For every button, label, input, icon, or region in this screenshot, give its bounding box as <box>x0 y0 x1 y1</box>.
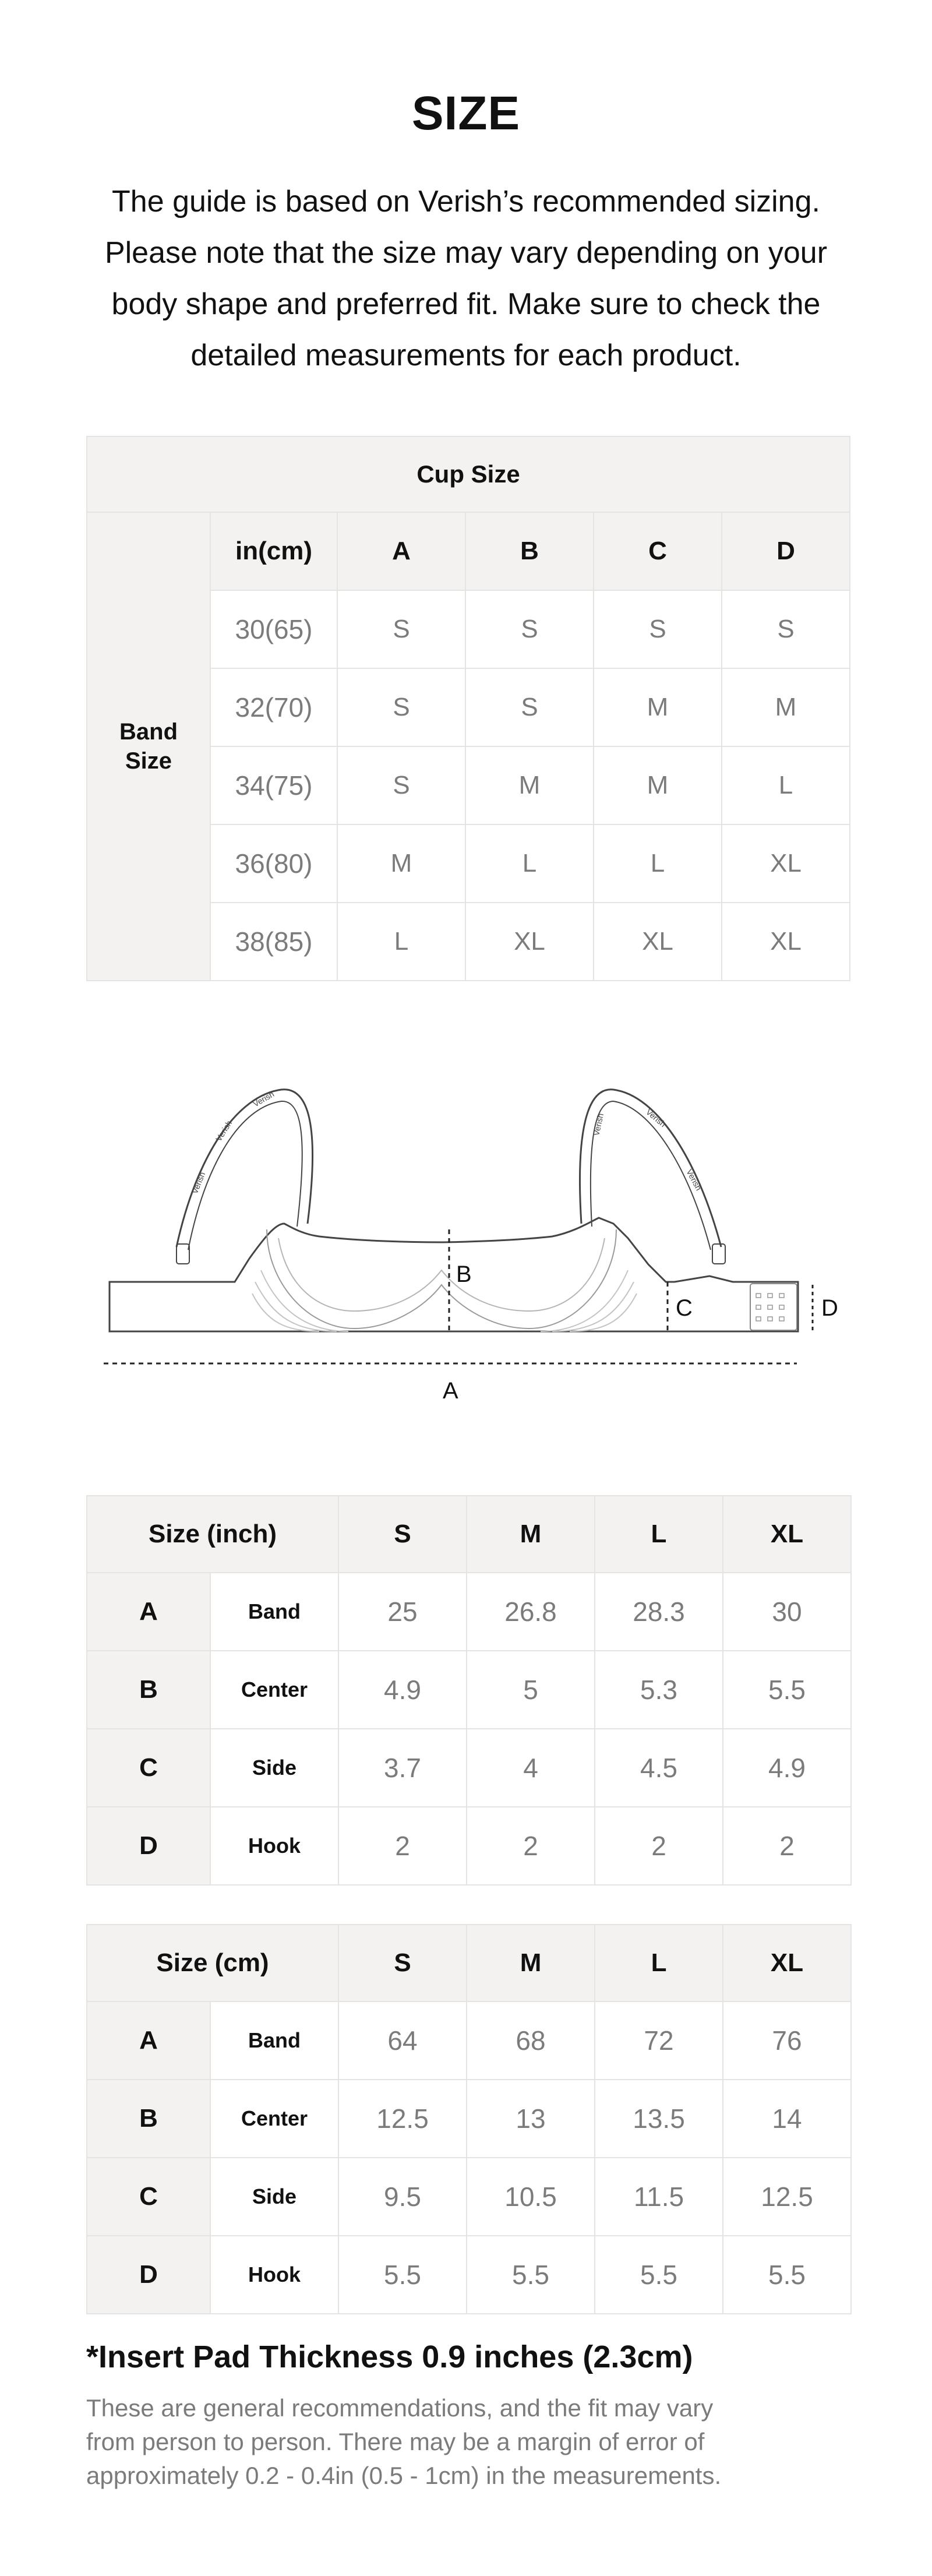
measure-value: 4.9 <box>338 1651 467 1729</box>
cup-header-c: C <box>594 512 722 590</box>
size-header-xl: XL <box>723 1925 851 2001</box>
strap-brand-text: Verish <box>251 1089 276 1109</box>
size-header-m: M <box>467 1496 595 1573</box>
size-cell: L <box>337 903 465 981</box>
cup-header-b: B <box>465 512 594 590</box>
label-a: A <box>443 1378 458 1404</box>
label-d: D <box>821 1295 838 1321</box>
size-header-xl: XL <box>723 1496 851 1573</box>
measure-value: 5 <box>467 1651 595 1729</box>
bra-cup-outline <box>267 1229 616 1328</box>
strap-brand-text: Verish <box>213 1119 234 1143</box>
measure-value: 30 <box>723 1573 851 1651</box>
intro-line: Please note that the size may vary depending on your <box>104 236 828 270</box>
size-cell: XL <box>594 903 722 981</box>
table-row <box>87 1729 851 1807</box>
bra-band-outline <box>110 1218 798 1331</box>
measure-value: 5.5 <box>723 2236 851 2314</box>
measure-value: 4 <box>467 1729 595 1807</box>
measure-value: 4.5 <box>595 1729 723 1807</box>
measure-value: 5.5 <box>723 1651 851 1729</box>
size-cell: S <box>337 590 465 668</box>
band-size-label: Band <box>119 719 178 745</box>
fit-disclaimer <box>86 2391 855 2493</box>
measure-letter: D <box>87 1807 210 1885</box>
measure-value: 64 <box>338 2001 467 2080</box>
size-cell: XL <box>465 903 594 981</box>
intro-line: detailed measurements for each product. <box>190 339 742 372</box>
bra-cup-inner <box>278 1238 605 1311</box>
bra-wire-lines <box>252 1270 637 1331</box>
strap-brand-text: Verish <box>644 1107 668 1129</box>
measure-value: 5.3 <box>595 1651 723 1729</box>
disclaimer-line: These are general recommendations, and the fit may vary <box>86 2394 714 2422</box>
table-row <box>87 2236 851 2314</box>
intro-line: The guide is based on Verish’s recommended sizing. <box>112 185 820 219</box>
measure-part: Band <box>210 1573 338 1651</box>
inch-header: Size (inch) <box>87 1496 338 1573</box>
disclaimer-line: from person to person. There may be a margin of error of <box>86 2428 705 2455</box>
size-cell: S <box>594 590 722 668</box>
intro-text <box>70 176 862 381</box>
size-header-s: S <box>338 1496 467 1573</box>
size-inch-table <box>86 1495 852 1886</box>
measure-value: 2 <box>467 1807 595 1885</box>
measure-value: 72 <box>595 2001 723 2080</box>
table-row <box>87 1807 851 1885</box>
band-size-label: Size <box>125 748 172 774</box>
cup-size-header: Cup Size <box>87 436 850 512</box>
measure-value: 28.3 <box>595 1573 723 1651</box>
unit-header: in(cm) <box>210 512 337 590</box>
cup-header-a: A <box>337 512 465 590</box>
cm-header: Size (cm) <box>87 1925 338 2001</box>
size-cm-table <box>86 1924 852 2314</box>
size-cell: S <box>465 668 594 746</box>
measure-part: Hook <box>210 1807 338 1885</box>
measure-value: 5.5 <box>595 2236 723 2314</box>
band-value: 32(70) <box>210 668 337 746</box>
cup-size-table <box>86 436 850 981</box>
size-cell: M <box>722 668 850 746</box>
measure-value: 76 <box>723 2001 851 2080</box>
label-c: C <box>676 1295 693 1321</box>
measure-value: 2 <box>595 1807 723 1885</box>
measure-value: 3.7 <box>338 1729 467 1807</box>
measure-letter: A <box>87 2001 210 2080</box>
measure-part: Hook <box>210 2236 338 2314</box>
strap-brand-text: Verish <box>591 1112 606 1137</box>
measure-value: 2 <box>338 1807 467 1885</box>
measure-value: 11.5 <box>595 2158 723 2236</box>
size-header-s: S <box>338 1925 467 2001</box>
size-cell: S <box>337 668 465 746</box>
left-strap-adjuster <box>176 1244 189 1264</box>
band-value: 38(85) <box>210 903 337 981</box>
size-cell: S <box>465 590 594 668</box>
label-b: B <box>456 1261 472 1287</box>
hook-closure <box>750 1284 797 1330</box>
band-size-header <box>87 512 210 981</box>
size-header-l: L <box>595 1925 723 2001</box>
measure-letter: B <box>87 1651 210 1729</box>
measure-value: 13.5 <box>595 2080 723 2158</box>
measure-value: 12.5 <box>723 2158 851 2236</box>
size-cell: M <box>337 824 465 903</box>
size-cell: L <box>594 824 722 903</box>
measure-value: 2 <box>723 1807 851 1885</box>
size-cell: XL <box>722 903 850 981</box>
hook-eyes <box>756 1294 784 1321</box>
bra-measurement-diagram <box>86 1037 849 1422</box>
measure-letter: D <box>87 2236 210 2314</box>
measure-letter: A <box>87 1573 210 1651</box>
disclaimer-line: approximately 0.2 - 0.4in (0.5 - 1cm) in the measurements. <box>86 2462 722 2489</box>
band-value: 30(65) <box>210 590 337 668</box>
strap-brand-text: Verish <box>684 1167 704 1192</box>
table-row <box>87 1573 851 1651</box>
size-cell: M <box>594 746 722 824</box>
measure-value: 4.9 <box>723 1729 851 1807</box>
size-cell: M <box>465 746 594 824</box>
table-row <box>87 2158 851 2236</box>
measure-letter: C <box>87 1729 210 1807</box>
measure-value: 68 <box>467 2001 595 2080</box>
table-row <box>87 2080 851 2158</box>
size-cell: M <box>594 668 722 746</box>
measure-part: Side <box>210 2158 338 2236</box>
size-cell: L <box>722 746 850 824</box>
measure-letter: C <box>87 2158 210 2236</box>
left-strap <box>176 1090 313 1247</box>
measure-value: 5.5 <box>338 2236 467 2314</box>
intro-line: body shape and preferred fit. Make sure to check the <box>111 287 821 321</box>
size-cell: S <box>337 746 465 824</box>
table-row <box>87 1651 851 1729</box>
measure-value: 12.5 <box>338 2080 467 2158</box>
right-strap-adjuster <box>712 1244 725 1264</box>
measure-value: 25 <box>338 1573 467 1651</box>
measure-value: 26.8 <box>467 1573 595 1651</box>
cup-header-d: D <box>722 512 850 590</box>
size-header-m: M <box>467 1925 595 2001</box>
measure-letter: B <box>87 2080 210 2158</box>
measure-part: Center <box>210 2080 338 2158</box>
strap-brand-text: Verish <box>189 1171 207 1196</box>
measure-value: 10.5 <box>467 2158 595 2236</box>
measure-value: 14 <box>723 2080 851 2158</box>
insert-pad-note-title: *Insert Pad Thickness 0.9 inches (2.3cm) <box>86 2339 693 2374</box>
measure-value: 5.5 <box>467 2236 595 2314</box>
size-cell: S <box>722 590 850 668</box>
size-cell: XL <box>722 824 850 903</box>
measure-value: 9.5 <box>338 2158 467 2236</box>
page-title: SIZE <box>411 87 521 140</box>
measure-part: Side <box>210 1729 338 1807</box>
table-row <box>87 2001 851 2080</box>
measure-value: 13 <box>467 2080 595 2158</box>
measure-part: Center <box>210 1651 338 1729</box>
measure-part: Band <box>210 2001 338 2080</box>
size-cell: L <box>465 824 594 903</box>
band-value: 36(80) <box>210 824 337 903</box>
band-value: 34(75) <box>210 746 337 824</box>
size-header-l: L <box>595 1496 723 1573</box>
